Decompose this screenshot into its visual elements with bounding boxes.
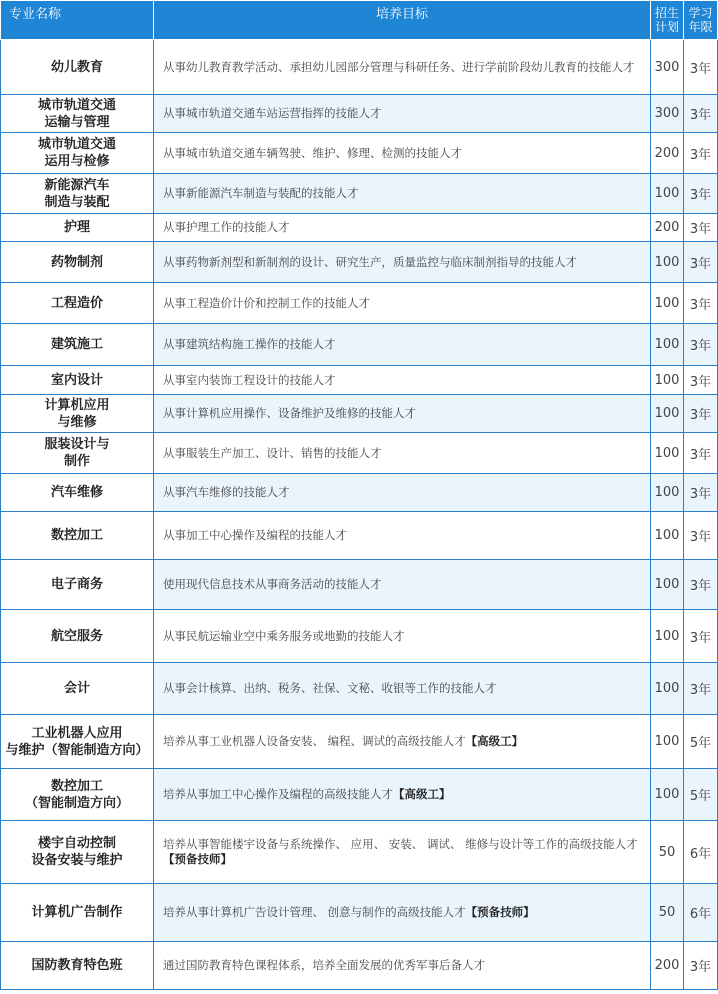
table-row xyxy=(1,395,718,433)
table-row xyxy=(1,884,718,942)
major-name: 室内设计 xyxy=(1,366,154,395)
enrollment-count: 100 xyxy=(651,769,684,821)
table-row xyxy=(1,610,718,663)
training-goal-text: 使用现代信息技术从事商务活动的技能人才 xyxy=(163,577,382,591)
table-row xyxy=(1,474,718,512)
training-goal xyxy=(154,474,651,512)
qualification-tag: 【高级工】 xyxy=(465,734,524,748)
table-row xyxy=(1,769,718,821)
major-name: 国防教育特色班 xyxy=(1,942,154,990)
training-goal xyxy=(154,366,651,395)
major-name: 工业机器人应用 与维护（智能制造方向） xyxy=(1,715,154,769)
table-row xyxy=(1,324,718,366)
table-row xyxy=(1,560,718,610)
training-goal-text: 培养从事智能楼宇设备与系统操作、 应用、 安装、 调试、 维修与设计等工作的高级技能人才 xyxy=(163,837,638,851)
enrollment-count: 100 xyxy=(651,242,684,283)
header-major-name: 专业名称 xyxy=(1,1,154,40)
study-years: 3年 xyxy=(684,942,718,990)
table-row xyxy=(1,242,718,283)
training-goal-text: 从事幼儿教育教学活动、承担幼儿园部分管理与科研任务、进行学前阶段幼儿教育的技能人才 xyxy=(163,59,635,74)
enrollment-count: 100 xyxy=(651,512,684,560)
training-goal-text: 从事城市轨道交通车辆驾驶、维护、修理、检测的技能人才 xyxy=(163,145,462,160)
study-years: 3年 xyxy=(684,512,718,560)
major-name: 护理 xyxy=(1,214,154,242)
table-row xyxy=(1,942,718,990)
study-years: 3年 xyxy=(684,95,718,133)
enrollment-count: 300 xyxy=(651,40,684,95)
major-name: 工程造价 xyxy=(1,283,154,324)
training-goal-text: 从事建筑结构施工操作的技能人才 xyxy=(163,337,336,351)
study-years: 3年 xyxy=(684,395,718,433)
study-years: 3年 xyxy=(684,242,718,283)
enrollment-count: 100 xyxy=(651,610,684,663)
training-goal xyxy=(154,884,651,942)
training-goal-text: 从事室内装饰工程设计的技能人才 xyxy=(163,372,336,387)
table-row xyxy=(1,283,718,324)
study-years: 3年 xyxy=(684,560,718,610)
enrollment-count: 200 xyxy=(651,133,684,174)
training-goal xyxy=(154,821,651,884)
header-training-goal: 培养目标 xyxy=(154,1,651,40)
table-row xyxy=(1,95,718,133)
training-goal-text: 从事服装生产加工、设计、销售的技能人才 xyxy=(163,445,382,460)
training-goal-text: 从事民航运输业空中乘务服务或地勤的技能人才 xyxy=(163,628,405,643)
table-row xyxy=(1,715,718,769)
study-years: 3年 xyxy=(684,474,718,512)
qualification-tag: 【预备技师】 xyxy=(163,852,232,866)
training-goal xyxy=(154,324,651,366)
enrollment-count: 300 xyxy=(651,95,684,133)
enrollment-count: 100 xyxy=(651,366,684,395)
major-name: 汽车维修 xyxy=(1,474,154,512)
training-goal xyxy=(154,283,651,324)
training-goal xyxy=(154,560,651,610)
training-goal-text: 从事城市轨道交通车站运营指挥的技能人才 xyxy=(163,106,382,120)
study-years: 3年 xyxy=(684,283,718,324)
training-goal-text: 从事新能源汽车制造与装配的技能人才 xyxy=(163,186,359,200)
enrollment-count: 100 xyxy=(651,474,684,512)
training-goal-text: 从事护理工作的技能人才 xyxy=(163,220,290,234)
study-years: 6年 xyxy=(684,821,718,884)
major-name: 会计 xyxy=(1,663,154,715)
training-goal-text: 从事计算机应用操作、设备维护及维修的技能人才 xyxy=(163,406,416,420)
study-years: 6年 xyxy=(684,884,718,942)
study-years: 3年 xyxy=(684,433,718,474)
study-years: 3年 xyxy=(684,366,718,395)
training-goal xyxy=(154,942,651,990)
study-years: 3年 xyxy=(684,214,718,242)
study-years: 5年 xyxy=(684,715,718,769)
major-name: 服装设计与 制作 xyxy=(1,433,154,474)
enrollment-count: 100 xyxy=(651,663,684,715)
major-name: 数控加工 （智能制造方向） xyxy=(1,769,154,821)
enrollment-count: 100 xyxy=(651,283,684,324)
study-years: 5年 xyxy=(684,769,718,821)
qualification-tag: 【预备技师】 xyxy=(465,905,535,919)
enrollment-count: 100 xyxy=(651,324,684,366)
table-row xyxy=(1,821,718,884)
training-goal xyxy=(154,395,651,433)
table-row xyxy=(1,512,718,560)
training-goal xyxy=(154,214,651,242)
major-name: 电子商务 xyxy=(1,560,154,610)
major-name: 新能源汽车 制造与装配 xyxy=(1,174,154,214)
header-enrollment-plan: 招生计划 xyxy=(651,1,684,40)
table-row xyxy=(1,433,718,474)
training-goal-text: 培养从事计算机广告设计管理、 创意与制作的高级技能人才 xyxy=(163,905,466,919)
major-name: 建筑施工 xyxy=(1,324,154,366)
training-goal-text: 通过国防教育特色课程体系，培养全面发展的优秀军事后备人才 xyxy=(163,958,485,972)
study-years: 3年 xyxy=(684,133,718,174)
training-goal-text: 从事工程造价计价和控制工作的技能人才 xyxy=(163,295,370,310)
major-name: 计算机应用 与维修 xyxy=(1,395,154,433)
training-goal xyxy=(154,95,651,133)
table-row xyxy=(1,214,718,242)
major-name: 幼儿教育 xyxy=(1,40,154,95)
table-row xyxy=(1,174,718,214)
major-name: 计算机广告制作 xyxy=(1,884,154,942)
training-goal xyxy=(154,512,651,560)
table-row xyxy=(1,366,718,395)
training-goal-text: 培养从事工业机器人设备安装、 编程、调试的高级技能人才 xyxy=(163,734,466,748)
qualification-tag: 【高级工】 xyxy=(393,787,451,801)
major-name: 药物制剂 xyxy=(1,242,154,283)
table-row xyxy=(1,133,718,174)
major-name: 城市轨道交通 运输与管理 xyxy=(1,95,154,133)
training-goal-text: 从事药物新剂型和新制剂的设计、研究生产，质量监控与临床制剂指导的技能人才 xyxy=(163,254,577,269)
training-goal xyxy=(154,663,651,715)
training-goal xyxy=(154,40,651,95)
study-years: 3年 xyxy=(684,663,718,715)
training-goal xyxy=(154,133,651,174)
major-name: 航空服务 xyxy=(1,610,154,663)
enrollment-count: 100 xyxy=(651,174,684,214)
training-goal-text: 从事会计核算、出纳、税务、社保、文秘、收银等工作的技能人才 xyxy=(163,681,497,695)
enrollment-count: 100 xyxy=(651,395,684,433)
enrollment-count: 50 xyxy=(651,884,684,942)
study-years: 3年 xyxy=(684,40,718,95)
enrollment-count: 100 xyxy=(651,433,684,474)
study-years: 3年 xyxy=(684,324,718,366)
training-goal-text: 从事汽车维修的技能人才 xyxy=(163,485,290,499)
training-goal xyxy=(154,174,651,214)
enrollment-count: 200 xyxy=(651,214,684,242)
training-goal xyxy=(154,242,651,283)
training-goal-text: 培养从事加工中心操作及编程的高级技能人才 xyxy=(163,787,393,801)
major-name: 数控加工 xyxy=(1,512,154,560)
table-row xyxy=(1,40,718,95)
table-row xyxy=(1,663,718,715)
training-goal xyxy=(154,769,651,821)
enrollment-count: 50 xyxy=(651,821,684,884)
study-years: 3年 xyxy=(684,610,718,663)
major-name: 楼宇自动控制 设备安装与维护 xyxy=(1,821,154,884)
table-header-row xyxy=(1,1,718,40)
training-goal xyxy=(154,433,651,474)
enrollment-count: 100 xyxy=(651,715,684,769)
study-years: 3年 xyxy=(684,174,718,214)
training-goal xyxy=(154,610,651,663)
enrollment-count: 200 xyxy=(651,942,684,990)
major-name: 城市轨道交通 运用与检修 xyxy=(1,133,154,174)
enrollment-count: 100 xyxy=(651,560,684,610)
header-study-years: 学习年限 xyxy=(684,1,718,40)
training-goal-text: 从事加工中心操作及编程的技能人才 xyxy=(163,528,347,542)
training-goal xyxy=(154,715,651,769)
